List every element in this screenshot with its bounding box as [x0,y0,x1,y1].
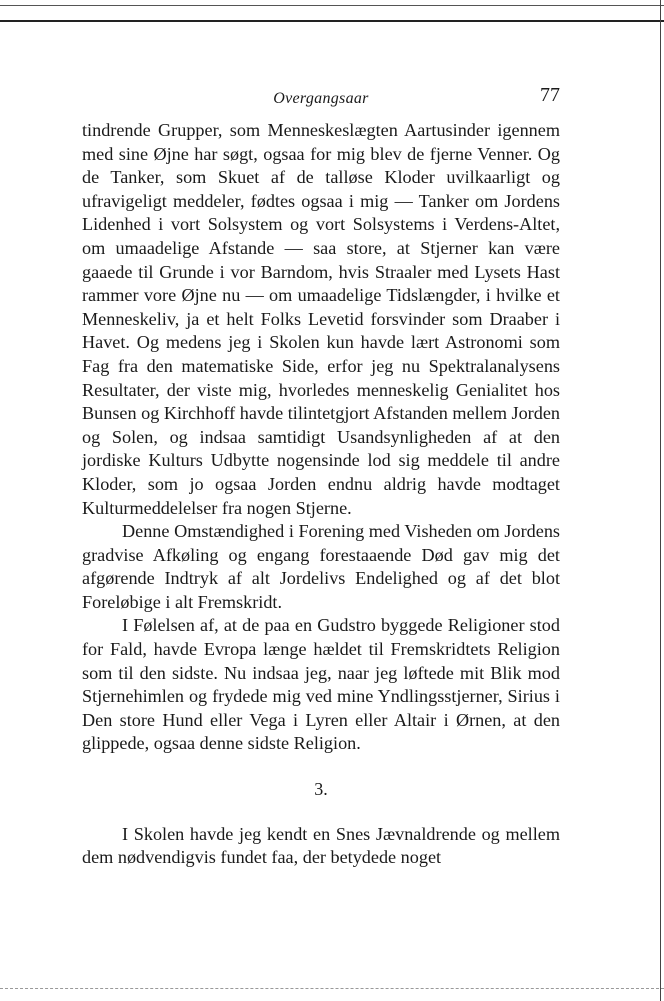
scan-top-edge [0,0,664,22]
page-body [82,119,560,870]
page-number: 77 [540,84,560,106]
paragraph-skolen: I Skolen havde jeg kendt en Snes Jævnaldrende og mellem dem nødvendigvis fundet faa, der betydede noget [82,823,560,868]
section-heading: 3. [314,779,328,800]
paragraph-continued: tindrende Grupper, som Menneskeslægten Aartusinder igennem med sine Øjne har søgt, ogsaa for mig blev de fjerne Venner. Og de Tanker, som Skuet af de talløse Kloder uvilkaarligt og ufravigeligt meddeler, fødtes ogsaa i mig — Tanker om Jordens Lidenhed i vort Solsystem og vort Solsystems i Verdens-Altet, om umaadelige Afstande — saa store, at Stjerner kan være gaaede til Grunde i vor Barndom, hvis Straaler med Lysets Hast rammer vore Øjne nu — om umaadelige Tidslængder, i hvilke et Menneskeliv, ja et helt Folks Levetid forsvinder som Draaber i Havet. Og medens jeg i Skolen kun havde lært Astronomi som Fag fra den matematiske Side, erfor jeg nu Spektralanalysens Resultater, der viste mig, hvorledes menneskelig Genialitet hos Bunsen og Kirchhoff havde tilintetgjort Afstanden mellem Jorden og Solen, og indsaa samtidigt Usandsynligheden af at den jordiske Kulturs Udbytte nogensinde lod sig meddele til andre Kloder, som jo ogsaa Jorden endnu aldrig havde modtaget Kulturmeddelelser fra nogen Stjerne. [82,120,560,518]
paragraph-religion: I Følelsen af, at de paa en Gudstro byggede Religioner stod for Fald, havde Evropa længe hældet til Fremskridtets Religion som til den sidste. Nu indsaa jeg, naar jeg løftede mit Blik mod Stjernehimlen og frydede mig ved mine Yndlingsstjerner, Sirius i Den store Hund eller Vega i Lyren eller Altair i Ørnen, at den glippede, ogsaa denne sidste Religion. [82,615,560,754]
scan-bottom-edge [0,988,664,989]
page-header [82,84,560,110]
paragraph-omstaendighed: Denne Omstændighed i Forening med Visheden om Jordens gradvise Afkøling og engang forestaaende Død gav mig det afgørende Indtryk af alt Jordelivs Endelighed og af det blot Foreløbige i alt Fremskridt. [82,521,560,612]
running-title: Overgangsaar [273,90,369,107]
scan-right-edge [660,0,664,1001]
